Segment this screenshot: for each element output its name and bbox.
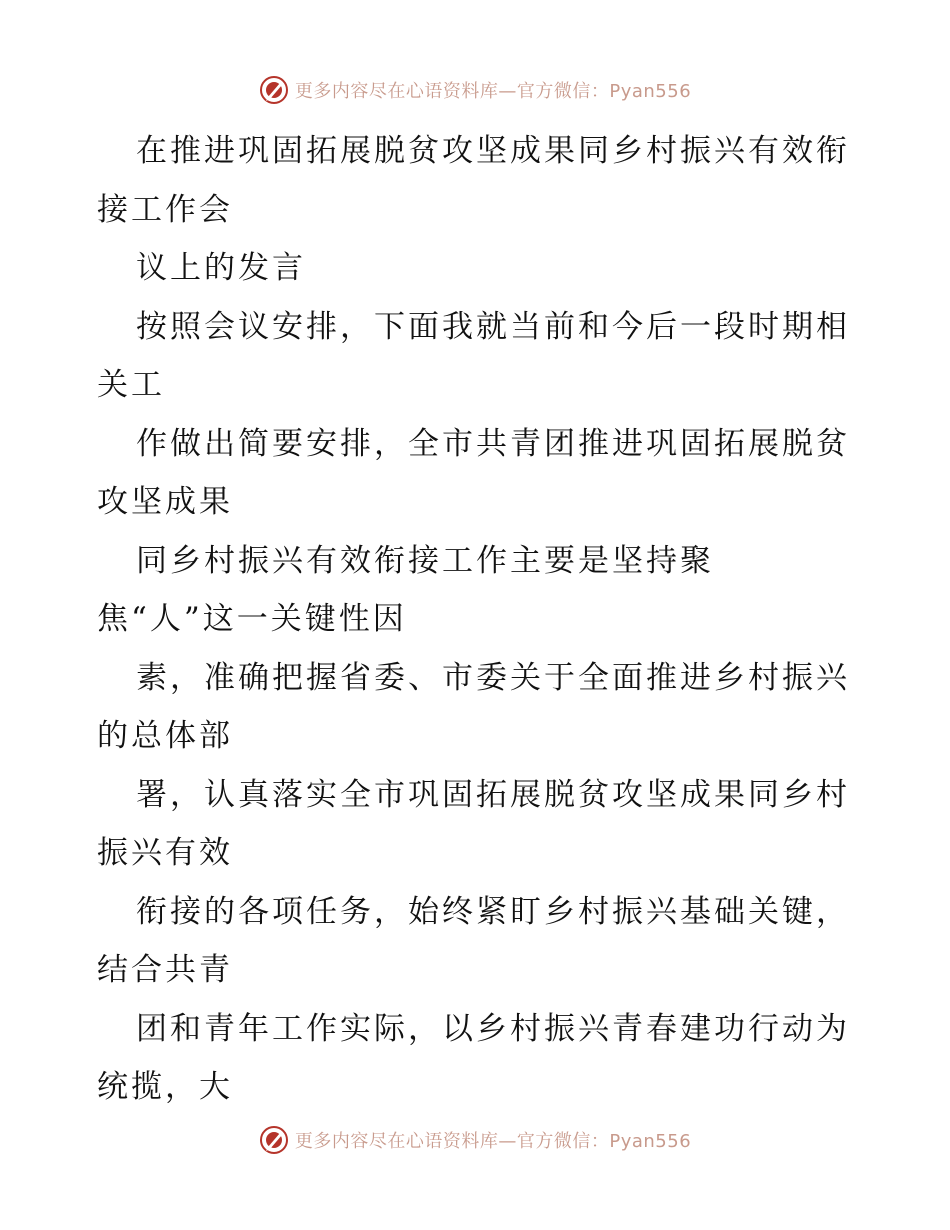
text-line: 按照会议安排，下面我就当前和今后一段时期相	[136, 308, 850, 345]
pen-logo-icon	[259, 1125, 289, 1155]
text-line: 焦“人”这一关键性因	[97, 601, 407, 637]
text-line: 振兴有效	[97, 835, 233, 871]
text-line: 结合共青	[97, 952, 233, 988]
footer-watermark-banner	[0, 1122, 950, 1158]
pen-logo-icon	[259, 75, 289, 105]
document-body	[97, 122, 857, 1117]
text-line: 统揽，大	[97, 1069, 233, 1105]
text-line: 同乡村振兴有效衔接工作主要是坚持聚	[136, 542, 714, 579]
text-line: 的总体部	[97, 718, 233, 754]
text-line: 署，认真落实全市巩固拓展脱贫攻坚成果同乡村	[136, 776, 850, 813]
text-line: 在推进巩固拓展脱贫攻坚成果同乡村振兴有效衔	[136, 133, 850, 169]
text-line: 关工	[97, 367, 165, 403]
header-watermark-banner	[0, 72, 950, 108]
text-line: 素，准确把握省委、市委关于全面推进乡村振兴	[136, 659, 850, 696]
text-line: 攻坚成果	[97, 484, 233, 520]
text-line: 团和青年工作实际，以乡村振兴青春建功行动为	[136, 1010, 850, 1047]
text-line: 议上的发言	[136, 250, 306, 286]
footer-banner-text: 更多内容尽在心语资料库—官方微信：Pyan556	[294, 1131, 692, 1152]
header-banner-text: 更多内容尽在心语资料库—官方微信：Pyan556	[294, 81, 692, 102]
text-line: 作做出简要安排，全市共青团推进巩固拓展脱贫	[136, 425, 850, 462]
text-line: 衔接的各项任务，始终紧盯乡村振兴基础关键，	[136, 893, 850, 930]
text-line: 接工作会	[97, 191, 233, 228]
